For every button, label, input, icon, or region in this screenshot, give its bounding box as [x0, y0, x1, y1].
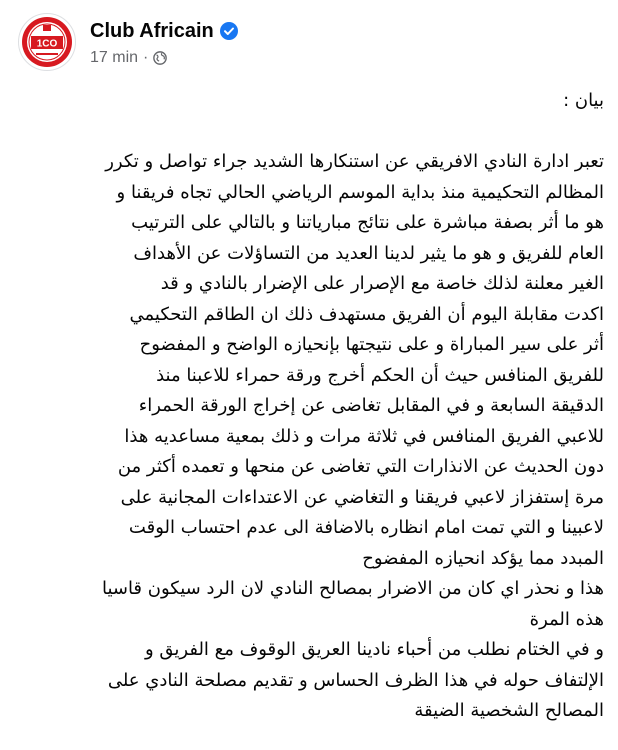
statement-line: أثر على سير المباراة و على نتيجتها بإنحيازه الواضح و المفضوح — [139, 334, 604, 355]
author-name[interactable]: Club Africain — [90, 19, 214, 42]
post-timestamp[interactable]: 17 min — [90, 49, 139, 66]
statement-line: المصالح الشخصية الضيقة — [414, 700, 604, 721]
author-row — [90, 17, 238, 45]
post-header — [18, 10, 238, 74]
verified-badge-icon — [220, 22, 238, 40]
statement-line: هذا و نحذر اي كان من الاضرار بمصالح النادي لان الرد سيكون قاسيا — [101, 578, 604, 599]
meta-separator: · — [143, 49, 149, 66]
statement-line: لاعبينا و التي تمت امام انظاره بالاضافة الى عدم احتساب الوقت — [128, 517, 604, 538]
statement-line: هذه المرة — [529, 608, 604, 630]
logo-text: 1CO — [36, 38, 58, 50]
statement-line: و في الختام نطلب من أحباء نادينا العريق الوقوف مع الفريق و — [144, 639, 604, 660]
header-text — [90, 17, 238, 67]
statement-line: الإلتفاف حوله في هذا الظرف الحساس و تقديم مصلحة النادي على — [107, 669, 604, 691]
statement-line: العام للفريق و هو ما يثير لدينا العديد من التساؤلات عن الأهداف — [133, 242, 604, 264]
statement-line: دون الحديث عن الانذارات التي تغاضى عن منحها و تعمده أكثر من — [117, 456, 604, 477]
post-meta — [90, 49, 238, 67]
globe-icon[interactable] — [153, 51, 167, 65]
statement-line: الغير معلنة لذلك خاصة مع الإصرار على الإضرار بالنادي و قد — [160, 273, 604, 294]
statement-line: المظالم التحكيمية منذ بداية الموسم الرياضي الحالي تجاه فريقنا و — [116, 181, 604, 203]
statement-line: للاعبي الفريق المنافس في ثلاثة مرات و ذلك بمعية مساعديه هذا — [124, 425, 604, 447]
statement-line: تعبر ادارة النادي الافريقي عن استنكارها الشديد جراء تواصل و تكرر — [105, 151, 604, 172]
statement-line: هو ما أثر بصفة مباشرة على نتائج مبارياتنا و بالتالي على الترتيب — [131, 212, 604, 233]
statement-line: اكدت مقابلة اليوم أن الفريق مستهدف ذلك ان الطاقم التحكيمي — [129, 303, 604, 325]
post-body — [16, 86, 604, 727]
club-logo-avatar[interactable] — [18, 13, 76, 71]
statement-heading: بيان : — [563, 90, 604, 111]
statement-line: مرة إستفزاز لاعبي فريقنا و التغاضي عن الاعتداءات المجانية على — [120, 486, 604, 508]
statement-line: الدقيقة السابعة و في المقابل تغاضى عن إخراج الورقة الحمراء — [138, 395, 604, 416]
statement-line: المبدد مما يؤكد انحيازه المفضوح — [362, 547, 604, 569]
club-africain-logo-icon — [21, 16, 73, 68]
statement-line: للفريق المنافس حيث أن الحكم أخرج ورقة حمراء للاعبنا منذ — [156, 364, 604, 386]
